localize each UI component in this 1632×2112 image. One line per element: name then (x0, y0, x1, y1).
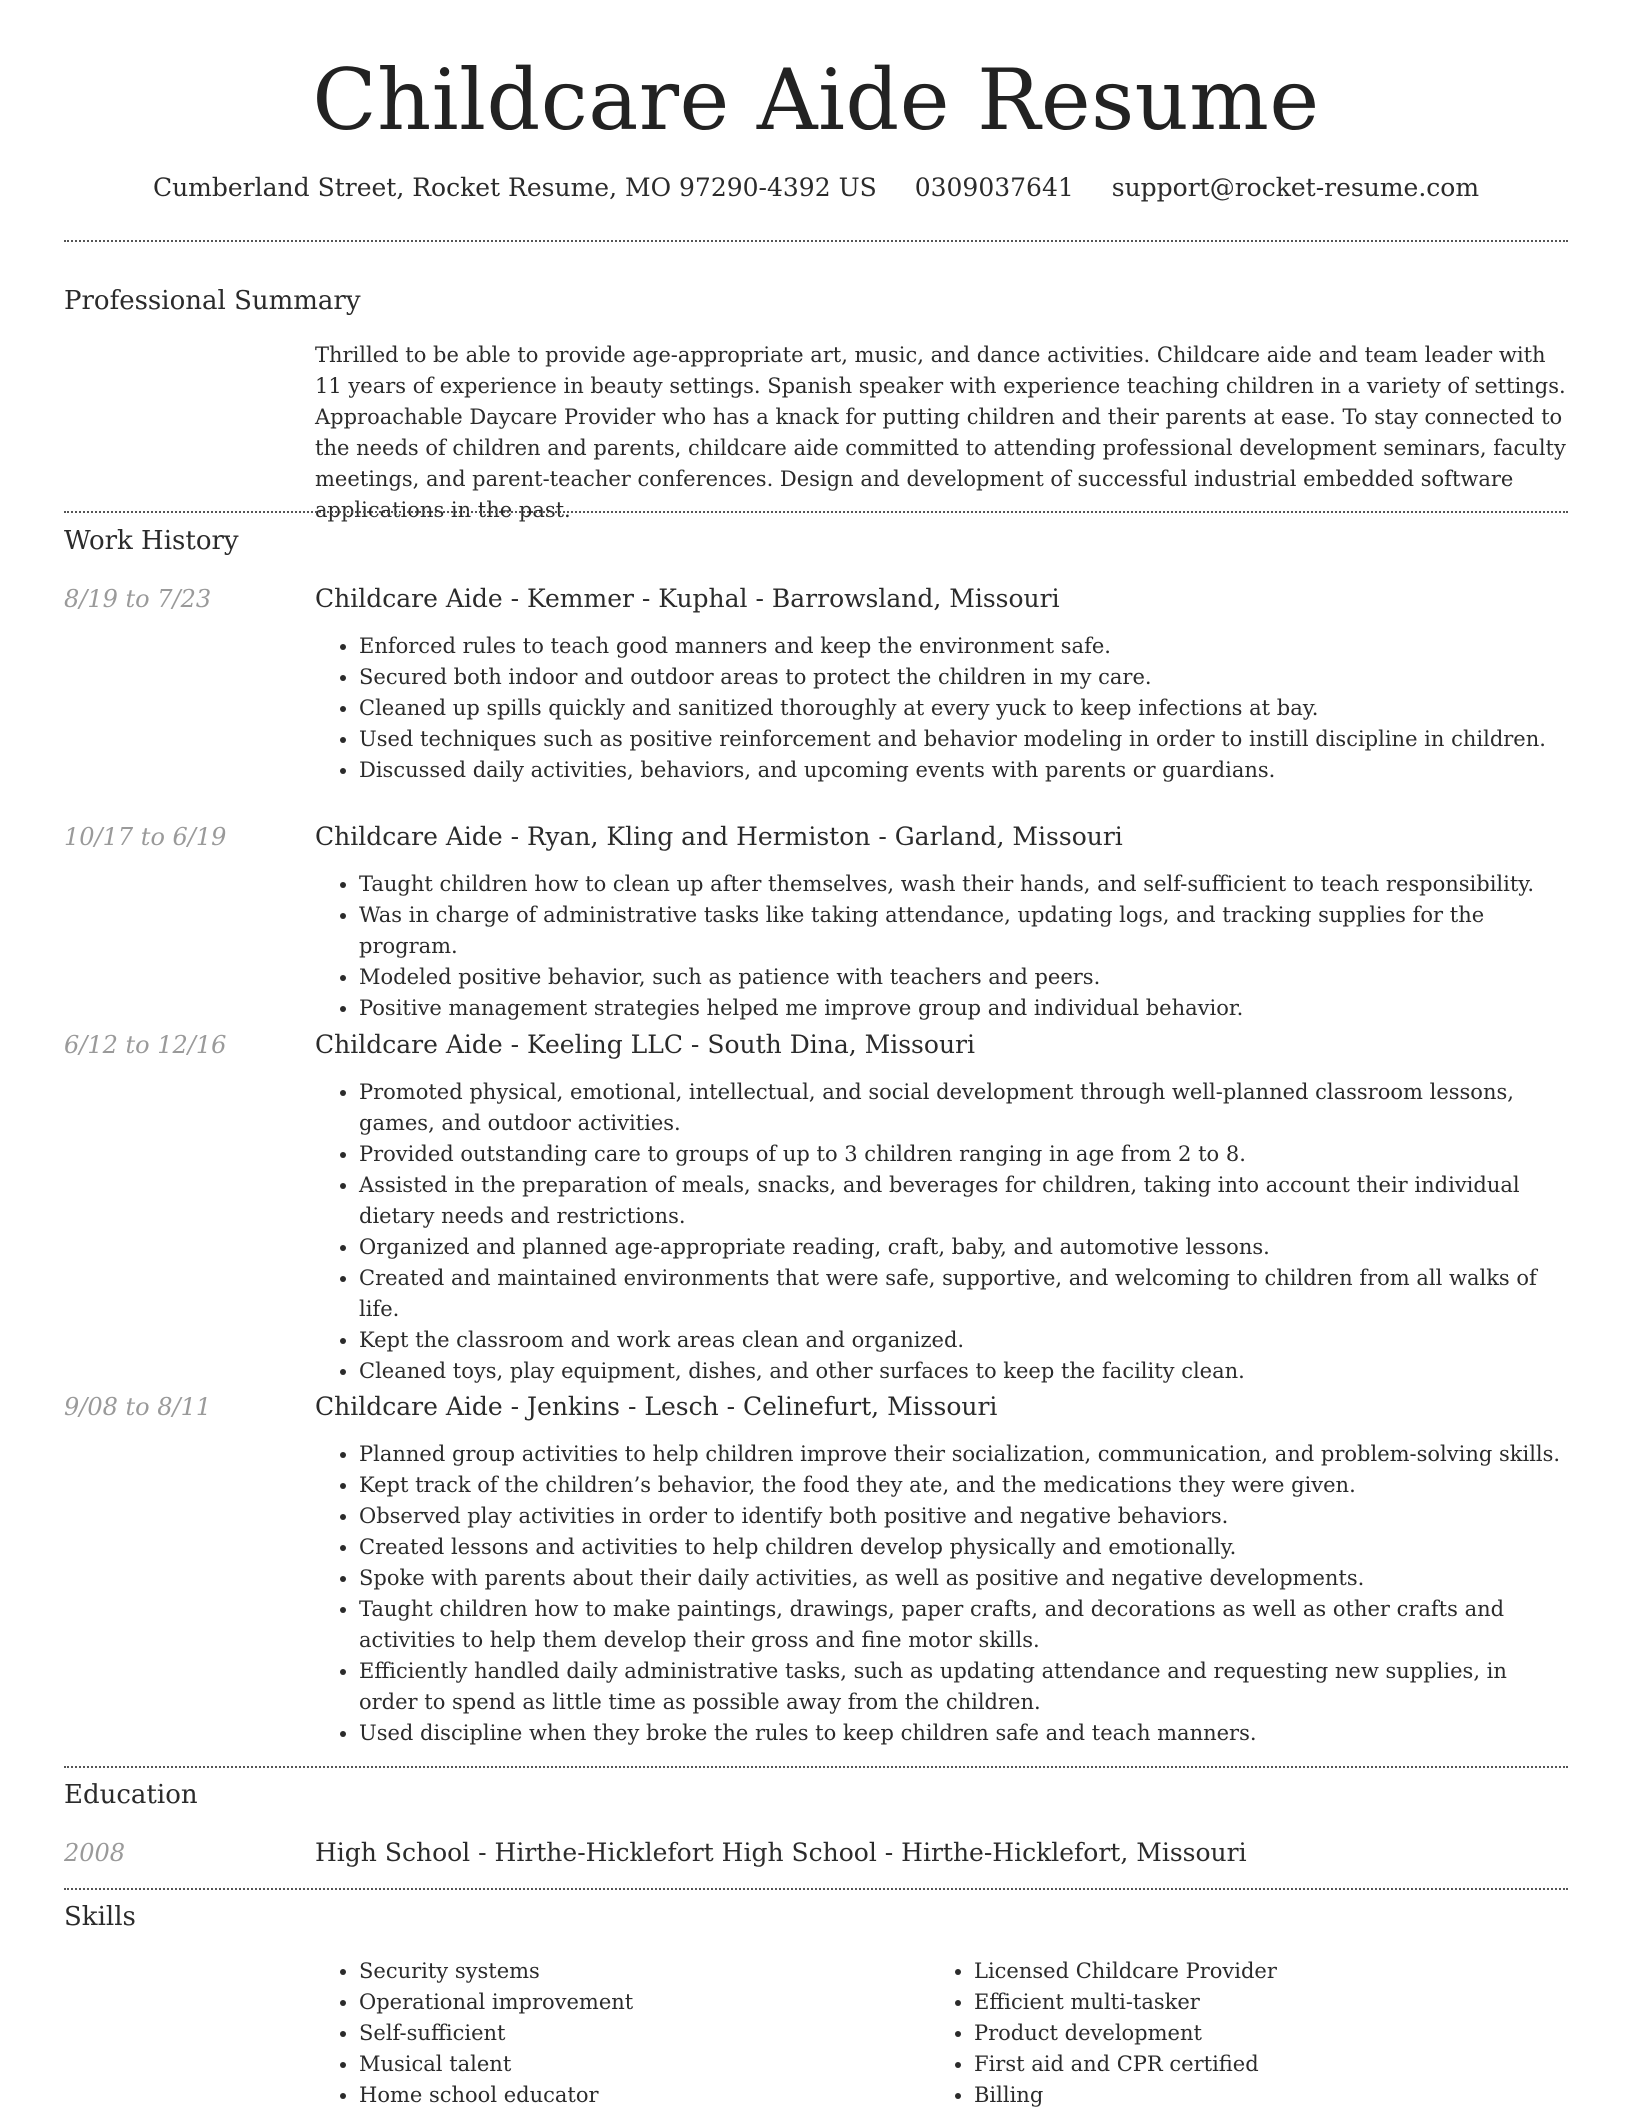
job-bullets (315, 869, 1567, 1024)
skill-item: • Efficient multi-tasker (974, 1987, 1277, 2018)
job-bullet: • Kept track of the children’s behavior, the food they ate, and the medications they were given. (359, 1470, 1567, 1501)
job-bullet: • Efficiently handled daily administrative tasks, such as updating attendance and requesting new supplies, in order to spend as little time as possible away from the children. (359, 1656, 1567, 1718)
contact-address: Cumberland Street, Rocket Resume, MO 97290-4392 US (152, 173, 877, 202)
resume-title: Childcare Aide Resume (312, 51, 1320, 149)
contact-line (0, 172, 1632, 204)
job-bullets (315, 1077, 1567, 1387)
job-bullets (315, 631, 1567, 786)
job-title: Childcare Aide - Kemmer - Kuphal - Barrowsland, Missouri (315, 584, 1060, 613)
job-bullet: • Kept the classroom and work areas clean and organized. (359, 1325, 1567, 1356)
job-dates: 6/12 to 12/16 (64, 1031, 227, 1059)
divider (64, 511, 1568, 513)
education-title: High School - Hirthe-Hicklefort High School - Hirthe-Hicklefort, Missouri (315, 1838, 1247, 1867)
divider (64, 1766, 1568, 1768)
job-bullet: • Discussed daily activities, behaviors, and upcoming events with parents or guardians. (359, 755, 1567, 786)
job-bullets (315, 1439, 1567, 1749)
education-year: 2008 (64, 1839, 126, 1867)
job-bullet: • Cleaned toys, play equipment, dishes, and other surfaces to keep the facility clean. (359, 1356, 1567, 1387)
job-bullet: • Positive management strategies helped me improve group and individual behavior. (359, 993, 1567, 1024)
job-bullet: • Modeled positive behavior, such as patience with teachers and peers. (359, 962, 1567, 993)
job-bullet: • Spoke with parents about their daily activities, as well as positive and negative developments. (359, 1563, 1567, 1594)
job-dates: 10/17 to 6/19 (64, 823, 227, 851)
job-bullet: • Cleaned up spills quickly and sanitized thoroughly at every yuck to keep infections at bay. (359, 693, 1567, 724)
skill-item: • Licensed Childcare Provider (974, 1956, 1277, 1987)
job-bullet: • Used techniques such as positive reinforcement and behavior modeling in order to instill discipline in children. (359, 724, 1567, 755)
skill-item: • Musical talent (359, 2049, 633, 2080)
job-bullet: • Taught children how to clean up after themselves, wash their hands, and self-sufficient to teach responsibility. (359, 869, 1567, 900)
job-bullet: • Used discipline when they broke the rules to keep children safe and teach manners. (359, 1718, 1567, 1749)
job-bullet: • Secured both indoor and outdoor areas to protect the children in my care. (359, 662, 1567, 693)
job-bullet: • Observed play activities in order to identify both positive and negative behaviors. (359, 1501, 1567, 1532)
skill-item: • Security systems (359, 1956, 633, 1987)
job-title: Childcare Aide - Keeling LLC - South Dina, Missouri (315, 1030, 975, 1059)
job-bullet: • Was in charge of administrative tasks like taking attendance, updating logs, and tracking supplies for the program. (359, 900, 1567, 962)
skill-item: • First aid and CPR certified (974, 2049, 1277, 2080)
section-title-summary: Professional Summary (64, 286, 361, 316)
skill-item: • Operational improvement (359, 1987, 633, 2018)
skill-item: • Self-sufficient (359, 2018, 633, 2049)
skill-item: • Product development (974, 2018, 1277, 2049)
divider (64, 1888, 1568, 1890)
job-dates: 8/19 to 7/23 (64, 585, 212, 613)
divider (64, 240, 1568, 242)
job-bullet: • Organized and planned age-appropriate reading, craft, baby, and automotive lessons. (359, 1232, 1567, 1263)
job-bullet: • Taught children how to make paintings, drawings, paper crafts, and decorations as well as other crafts and activities to help them develop their gross and fine motor skills. (359, 1594, 1567, 1656)
section-title-education: Education (64, 1780, 198, 1810)
job-bullet: • Planned group activities to help children improve their socialization, communication, and problem-solving skills. (359, 1439, 1567, 1470)
job-bullet: • Provided outstanding care to groups of up to 3 children ranging in age from 2 to 8. (359, 1139, 1567, 1170)
job-bullet: • Created lessons and activities to help children develop physically and emotionally. (359, 1532, 1567, 1563)
skill-item: • Home school educator (359, 2080, 633, 2111)
contact-email: support@rocket-resume.com (1111, 173, 1480, 202)
skills-column (930, 1956, 1277, 2111)
job-dates: 9/08 to 8/11 (64, 1393, 212, 1421)
section-title-work-history: Work History (64, 526, 239, 556)
skill-item: • Billing (974, 2080, 1277, 2111)
job-bullet: • Assisted in the preparation of meals, snacks, and beverages for children, taking into account their individual dietary needs and restrictions. (359, 1170, 1567, 1232)
contact-phone: 0309037641 (914, 173, 1074, 202)
job-bullet: • Promoted physical, emotional, intellectual, and social development through well-planned classroom lessons, games, and outdoor activities. (359, 1077, 1567, 1139)
job-title: Childcare Aide - Jenkins - Lesch - Celinefurt, Missouri (315, 1392, 998, 1421)
skills-column (315, 1956, 633, 2111)
section-title-skills: Skills (64, 1902, 136, 1932)
summary-text: Thrilled to be able to provide age-appropriate art, music, and dance activities. Childcare aide and team leader with 11 years of experience in beauty settings. Spanish speaker with experience teaching children in a variety of settings. Approachable Daycare Provider who has a knack for putting children and their parents at ease. To stay connected to the needs of children and parents, childcare aide committed to attending professional development seminars, faculty meetings, and parent-teacher conferences. Design and development of successful industrial embedded software applications in the past. (315, 343, 1566, 522)
job-bullet: • Created and maintained environments that were safe, supportive, and welcoming to children from all walks of life. (359, 1263, 1567, 1325)
job-title: Childcare Aide - Ryan, Kling and Hermiston - Garland, Missouri (315, 822, 1123, 851)
job-bullet: • Enforced rules to teach good manners and keep the environment safe. (359, 631, 1567, 662)
